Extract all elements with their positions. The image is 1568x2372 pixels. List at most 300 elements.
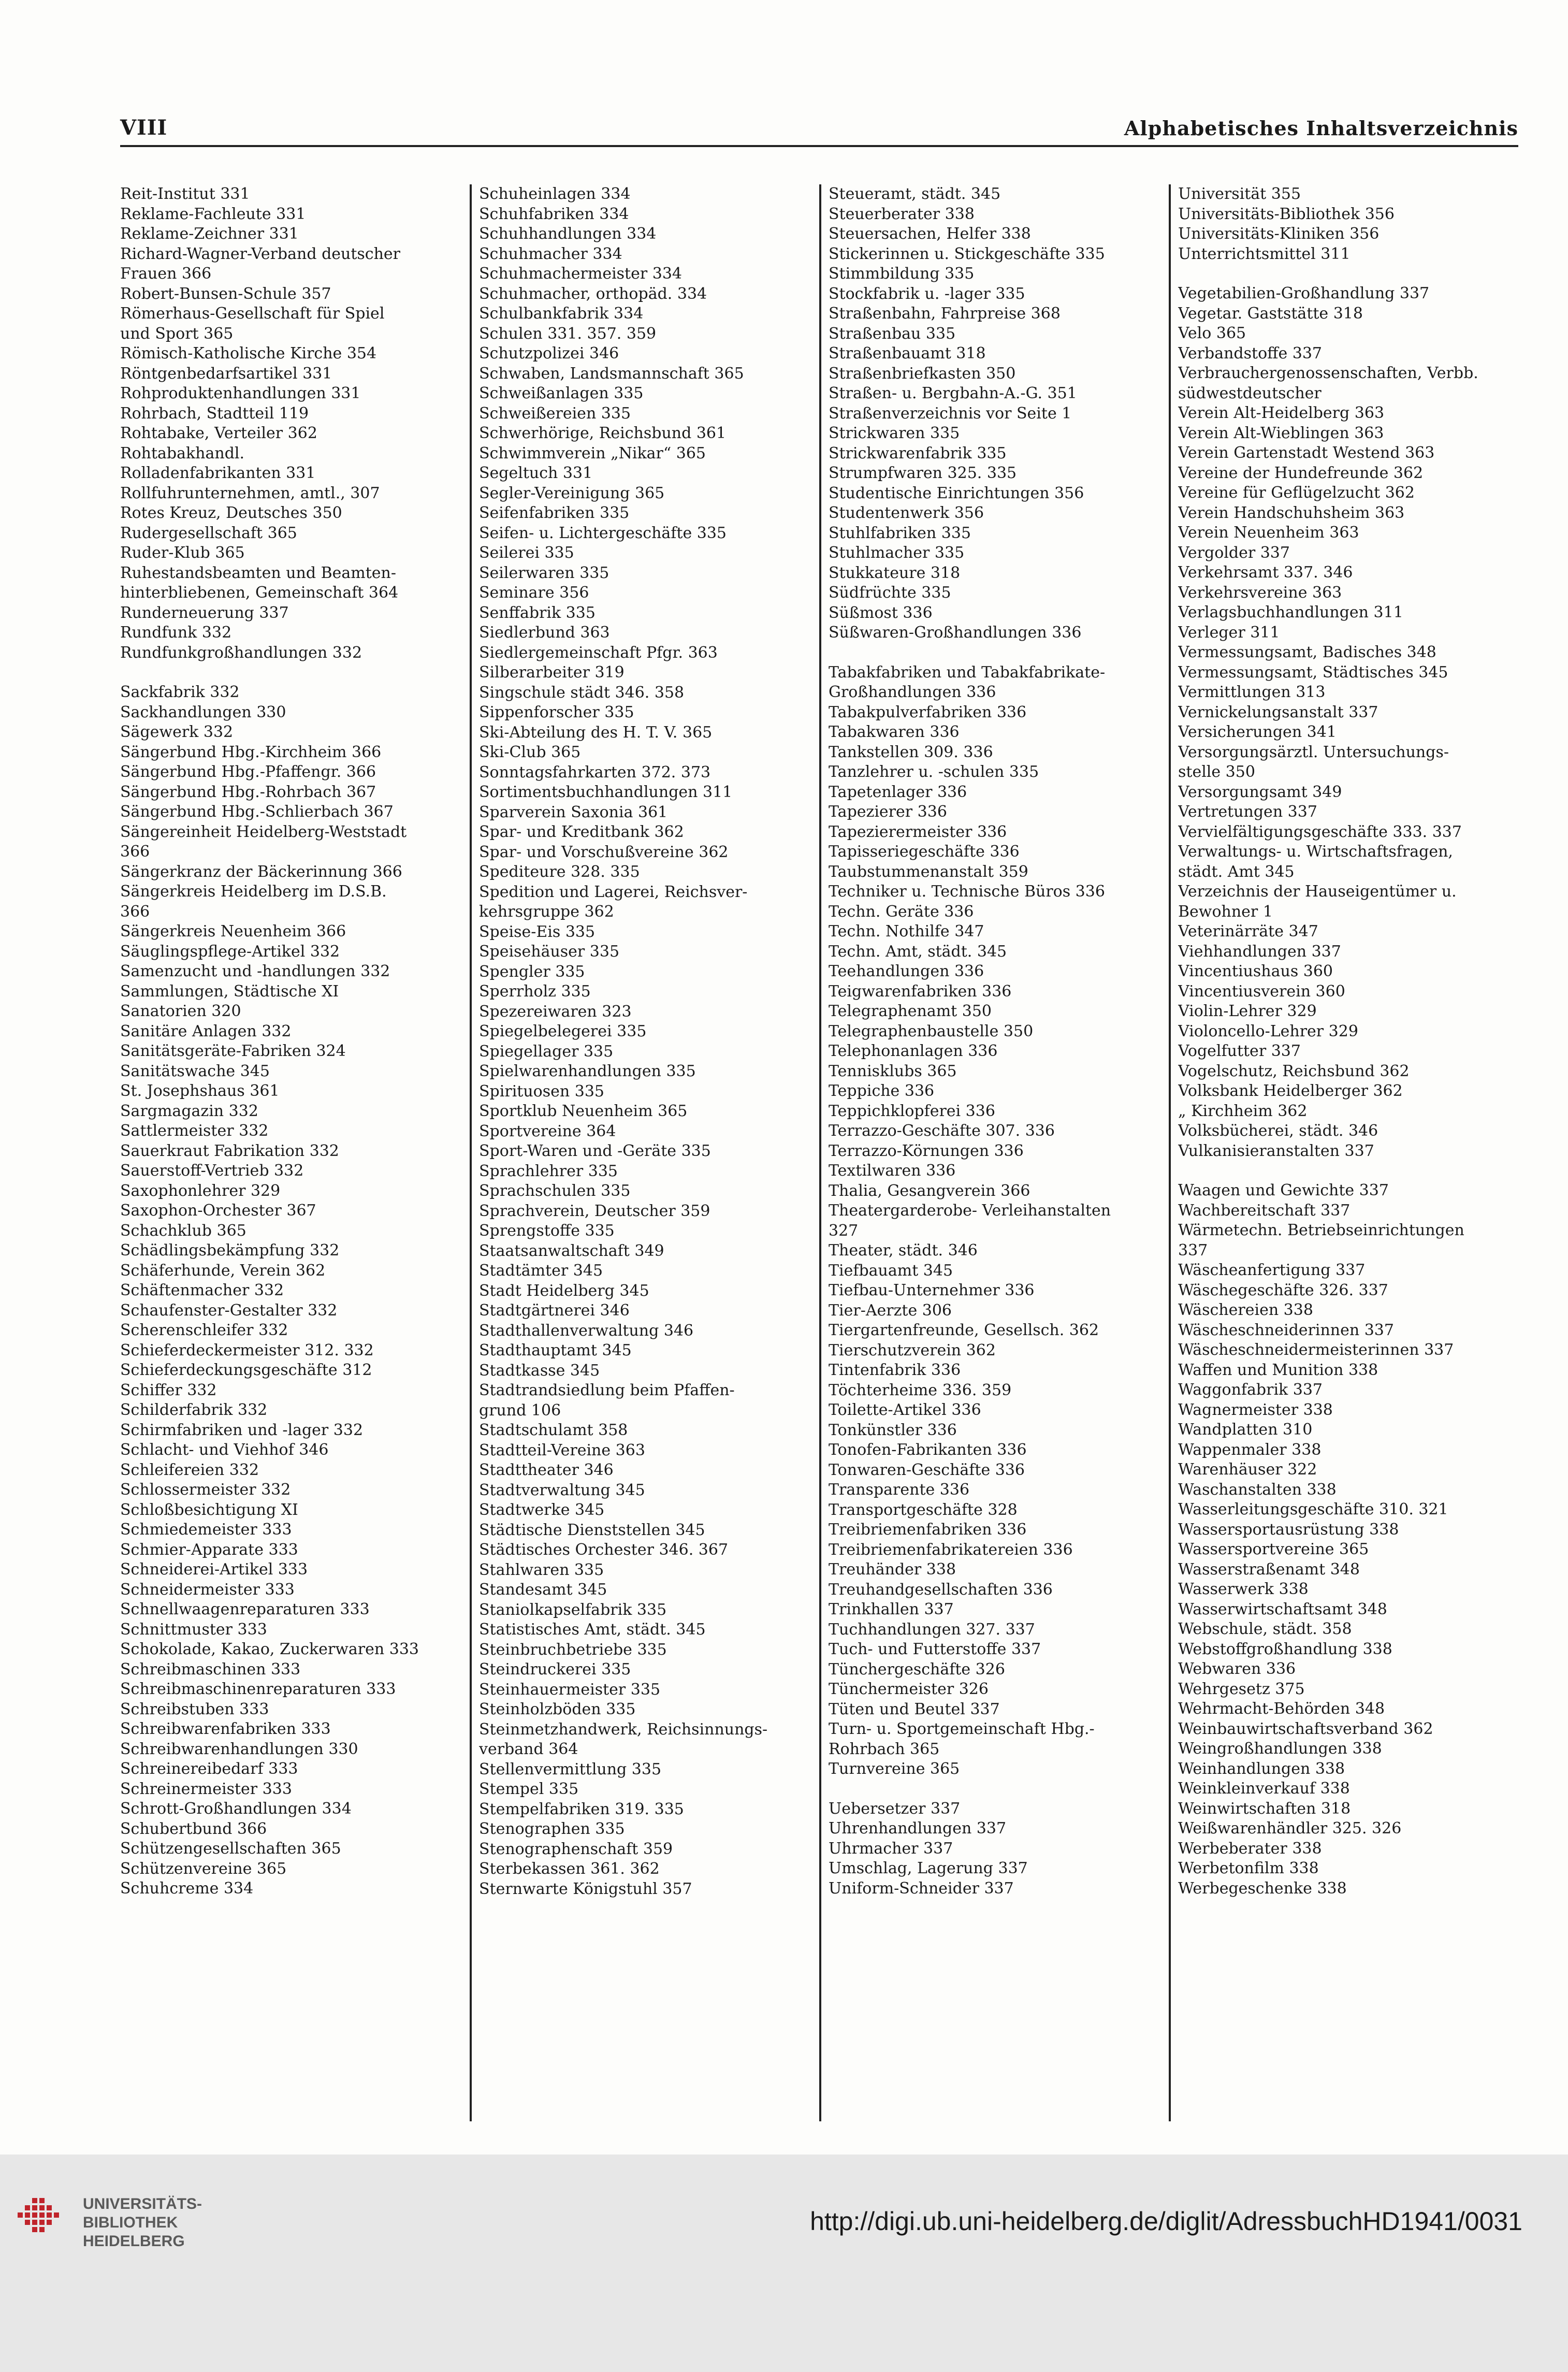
index-entry: Siedlerbund 363 bbox=[479, 624, 610, 642]
index-entry: Wäschegeschäfte 326. 337 bbox=[1178, 1281, 1388, 1299]
library-name-line-2: BIBLIOTHEK bbox=[83, 2214, 178, 2231]
index-entry: Seifen- u. Lichtergeschäfte 335 bbox=[479, 524, 727, 542]
index-entry: Schnittmuster 333 bbox=[120, 1620, 267, 1639]
index-entry: Schiffer 332 bbox=[120, 1381, 217, 1399]
index-entry: Spengler 335 bbox=[479, 962, 585, 981]
index-entry: Wasserstraßenamt 348 bbox=[1178, 1560, 1360, 1579]
index-entry: Schuhfabriken 334 bbox=[479, 205, 629, 223]
index-entry: Volksbank Heidelberger 362 bbox=[1178, 1082, 1403, 1100]
index-entry: Weinwirtschaften 318 bbox=[1178, 1799, 1351, 1818]
index-entry: Stadthallenverwaltung 346 bbox=[479, 1321, 694, 1340]
index-entry: Teigwarenfabriken 336 bbox=[829, 982, 1012, 1001]
index-entry: 366 bbox=[120, 843, 150, 861]
section-gap bbox=[1178, 264, 1511, 284]
index-entry: Sängerbund Hbg.-Rohrbach 367 bbox=[120, 783, 376, 801]
index-entry: Stadtteil-Vereine 363 bbox=[479, 1441, 645, 1459]
index-entry: Schuhmacher 334 bbox=[479, 244, 622, 263]
index-entry: Verzeichnis der Hauseigentümer u. bbox=[1178, 883, 1457, 901]
index-entry: Thalia, Gesangverein 366 bbox=[829, 1181, 1030, 1200]
index-entry: Sonntagsfahrkarten 372. 373 bbox=[479, 763, 711, 782]
index-entry: Sport-Waren und -Geräte 335 bbox=[479, 1142, 711, 1160]
index-entry: Schuhmacher, orthopäd. 334 bbox=[479, 284, 707, 303]
index-entry: Schmiedemeister 333 bbox=[120, 1521, 292, 1539]
index-entry: Weinkleinverkauf 338 bbox=[1178, 1780, 1350, 1798]
index-entry: Robert-Bunsen-Schule 357 bbox=[120, 284, 331, 303]
index-entry: Sportvereine 364 bbox=[479, 1122, 616, 1140]
index-entry: Straßen- u. Bergbahn-A.-G. 351 bbox=[829, 384, 1077, 402]
index-entry: Stadtschulamt 358 bbox=[479, 1421, 628, 1439]
index-entry: Verein Alt-Wieblingen 363 bbox=[1178, 424, 1384, 442]
index-entry: Schneiderei-Artikel 333 bbox=[120, 1560, 308, 1579]
section-gap bbox=[120, 663, 462, 683]
index-entry: Standesamt 345 bbox=[479, 1581, 607, 1599]
index-entry: Wandplatten 310 bbox=[1178, 1421, 1313, 1439]
index-entry: Waschanstalten 338 bbox=[1178, 1480, 1337, 1499]
index-entry: Wäscheanfertigung 337 bbox=[1178, 1261, 1366, 1279]
index-entry: Schweißereien 335 bbox=[479, 404, 631, 423]
index-entry: Sängerkreis Neuenheim 366 bbox=[120, 922, 346, 941]
index-entry: Techn. Amt, städt. 345 bbox=[829, 942, 1007, 961]
index-entry: Transparente 336 bbox=[829, 1481, 970, 1499]
index-entry: Treuhänder 338 bbox=[829, 1560, 956, 1579]
index-entry: Theatergarderobe- Verleihanstalten bbox=[829, 1202, 1111, 1220]
index-entry: Speisehäuser 335 bbox=[479, 943, 620, 961]
index-entry: Vermittlungen 313 bbox=[1178, 683, 1326, 701]
index-entry: Senffabrik 335 bbox=[479, 603, 596, 622]
index-entry: Versicherungen 341 bbox=[1178, 723, 1337, 741]
index-entry: Tiergartenfreunde, Gesellsch. 362 bbox=[829, 1321, 1099, 1339]
section-gap bbox=[829, 643, 1162, 663]
index-entry: Reklame-Zeichner 331 bbox=[120, 225, 299, 243]
index-entry: 366 bbox=[120, 902, 150, 921]
index-entry: Uniform-Schneider 337 bbox=[829, 1879, 1014, 1898]
index-entry: Schädlingsbekämpfung 332 bbox=[120, 1241, 340, 1260]
index-entry: Vergolder 337 bbox=[1178, 543, 1290, 562]
index-entry: Tünchermeister 326 bbox=[829, 1680, 989, 1698]
index-entry: Sauerstoff-Vertrieb 332 bbox=[120, 1162, 304, 1180]
index-entry: Toilette-Artikel 336 bbox=[829, 1401, 981, 1419]
index-entry: Vertretungen 337 bbox=[1178, 803, 1317, 821]
index-entry: Turnvereine 365 bbox=[829, 1760, 960, 1778]
index-entry: Vegetar. Gaststätte 318 bbox=[1178, 304, 1363, 323]
index-entry: südwestdeutscher bbox=[1178, 384, 1322, 402]
index-entry: Verein Handschuhsheim 363 bbox=[1178, 503, 1405, 522]
index-entry: Rudergesellschaft 365 bbox=[120, 524, 297, 542]
index-entry: Verlagsbuchhandlungen 311 bbox=[1178, 603, 1403, 621]
index-entry: Schlacht- und Viehhof 346 bbox=[120, 1441, 329, 1459]
index-entry: Schnellwaagenreparaturen 333 bbox=[120, 1600, 370, 1618]
index-entry: Schokolade, Kakao, Zuckerwaren 333 bbox=[120, 1640, 419, 1658]
index-entry: Schleifereien 332 bbox=[120, 1460, 259, 1479]
index-entry: Stuhlfabriken 335 bbox=[829, 524, 971, 542]
index-entry: Sängerbund Hbg.-Pfaffengr. 366 bbox=[120, 763, 376, 781]
index-entry: Terrazzo-Körnungen 336 bbox=[829, 1141, 1024, 1160]
index-entry: Schloßbesichtigung XI bbox=[120, 1500, 298, 1519]
index-entry: Teppiche 336 bbox=[829, 1082, 935, 1100]
index-entry: Rollfuhrunternehmen, amtl., 307 bbox=[120, 484, 380, 502]
index-entry: Techn. Geräte 336 bbox=[829, 902, 974, 921]
index-entry: Segler-Vereinigung 365 bbox=[479, 484, 665, 502]
index-entry: Schuhhandlungen 334 bbox=[479, 225, 657, 243]
index-entry: Umschlag, Lagerung 337 bbox=[829, 1859, 1028, 1877]
index-entry: Scherenschleifer 332 bbox=[120, 1321, 288, 1339]
index-entry: Sortimentsbuchhandlungen 311 bbox=[479, 783, 733, 801]
index-entry: Stadtverwaltung 345 bbox=[479, 1481, 645, 1499]
index-entry: Versorgungsärztl. Untersuchungs- bbox=[1178, 743, 1449, 761]
index-entry: Verkehrsvereine 363 bbox=[1178, 583, 1342, 602]
index-entry: Spirituosen 335 bbox=[479, 1082, 604, 1101]
index-entry: Schreibwarenhandlungen 330 bbox=[120, 1740, 358, 1758]
index-entry: Weingroßhandlungen 338 bbox=[1178, 1740, 1382, 1758]
index-entry: Wagnermeister 338 bbox=[1178, 1400, 1333, 1419]
index-entry: Schreinermeister 333 bbox=[120, 1780, 292, 1798]
index-entry: Sattlermeister 332 bbox=[120, 1122, 269, 1140]
index-entry: Stadthauptamt 345 bbox=[479, 1341, 632, 1359]
index-entry: Seifenfabriken 335 bbox=[479, 504, 630, 522]
index-entry: Sängerkreis Heidelberg im D.S.B. bbox=[120, 883, 387, 901]
index-entry: verband 364 bbox=[479, 1740, 578, 1758]
index-entry: Sanatorien 320 bbox=[120, 1002, 241, 1020]
index-entry: Säuglingspflege-Artikel 332 bbox=[120, 942, 340, 961]
index-entry: Schwerhörige, Reichsbund 361 bbox=[479, 424, 727, 442]
index-entry: Weißwarenhändler 325. 326 bbox=[1178, 1819, 1402, 1838]
index-entry: Steinholzböden 335 bbox=[479, 1700, 636, 1718]
index-entry: Waagen und Gewichte 337 bbox=[1178, 1181, 1389, 1199]
index-entry: Großhandlungen 336 bbox=[829, 683, 996, 701]
index-entry: Transportgeschäfte 328 bbox=[829, 1500, 1018, 1519]
index-entry: St. Josephshaus 361 bbox=[120, 1082, 280, 1100]
index-entry: Verein Neuenheim 363 bbox=[1178, 524, 1359, 542]
index-entry: Weinbauwirtschaftsverband 362 bbox=[1178, 1719, 1433, 1738]
index-entry: Sanitätswache 345 bbox=[120, 1062, 270, 1080]
index-entry: Werbeberater 338 bbox=[1178, 1839, 1322, 1858]
index-entry: Richard-Wagner-Verband deutscher bbox=[120, 244, 401, 263]
index-entry: Stadt Heidelberg 345 bbox=[479, 1281, 649, 1300]
index-entry: Tüten und Beutel 337 bbox=[829, 1700, 1000, 1718]
index-entry: Schreibstuben 333 bbox=[120, 1700, 269, 1718]
index-entry: Stadtwerke 345 bbox=[479, 1501, 605, 1519]
index-entry: Schäferhunde, Verein 362 bbox=[120, 1261, 326, 1280]
index-entry: Uebersetzer 337 bbox=[829, 1799, 961, 1818]
index-entry: Stimmbildung 335 bbox=[829, 265, 975, 283]
index-entry: Wasserwirtschaftsamt 348 bbox=[1178, 1600, 1387, 1618]
index-entry: Sanitätsgeräte-Fabriken 324 bbox=[120, 1042, 346, 1060]
index-entry: Samenzucht und -handlungen 332 bbox=[120, 962, 390, 980]
index-entry: Reit-Institut 331 bbox=[120, 185, 250, 203]
index-entry: Verein Alt-Heidelberg 363 bbox=[1178, 404, 1385, 422]
index-entry: Webstoffgroßhandlung 338 bbox=[1178, 1640, 1392, 1658]
index-entry: Tonkünstler 336 bbox=[829, 1421, 957, 1439]
index-entry: Verein Gartenstadt Westend 363 bbox=[1178, 444, 1435, 462]
index-entry: Südfrüchte 335 bbox=[829, 584, 951, 602]
index-entry: Universität 355 bbox=[1178, 185, 1301, 203]
index-entry: Sperrholz 335 bbox=[479, 982, 591, 1001]
index-entry: Vincentiusverein 360 bbox=[1178, 982, 1345, 1001]
library-name-line-1: UNIVERSITÄTS- bbox=[83, 2195, 202, 2212]
source-url-link[interactable]: http://digi.ub.uni-heidelberg.de/diglit/AdressbuchHD1941/0031 bbox=[810, 2207, 1522, 2236]
index-entry: Sängerbund Hbg.-Schlierbach 367 bbox=[120, 803, 394, 821]
index-entry: Werbetonfilm 338 bbox=[1178, 1859, 1319, 1877]
index-entry: Rolladenfabrikanten 331 bbox=[120, 464, 316, 482]
section-gap bbox=[829, 1780, 1162, 1799]
index-entry: Stadtrandsiedlung beim Pfaffen- bbox=[479, 1381, 735, 1399]
index-entry: Stadtkasse 345 bbox=[479, 1361, 600, 1380]
index-entry: Treuhandgesellschaften 336 bbox=[829, 1580, 1053, 1599]
index-entry: Uhrenhandlungen 337 bbox=[829, 1819, 1007, 1838]
index-entry: Tanzlehrer u. -schulen 335 bbox=[829, 763, 1039, 781]
index-entry: Rundfunkgroßhandlungen 332 bbox=[120, 643, 362, 662]
index-entry: Universitäts-Kliniken 356 bbox=[1178, 225, 1380, 243]
index-entry: Treibriemenfabriken 336 bbox=[829, 1521, 1027, 1539]
index-entry: Tier-Aerzte 306 bbox=[829, 1301, 952, 1320]
index-entry: Wappenmaler 338 bbox=[1178, 1440, 1322, 1459]
index-entry: Wäscheschneidermeisterinnen 337 bbox=[1178, 1341, 1454, 1359]
index-entry: Verleger 311 bbox=[1178, 623, 1280, 642]
index-entry: Sauerkraut Fabrikation 332 bbox=[120, 1141, 339, 1160]
index-entry: Warenhäuser 322 bbox=[1178, 1460, 1317, 1479]
index-entry: Schäftenmacher 332 bbox=[120, 1281, 284, 1299]
index-entry: Rohrbach, Stadtteil 119 bbox=[120, 404, 309, 423]
index-entry: Techniker u. Technische Büros 336 bbox=[829, 883, 1105, 901]
index-entry: Verwaltungs- u. Wirtschaftsfragen, bbox=[1178, 843, 1453, 861]
index-entry: Tierschutzverein 362 bbox=[829, 1341, 996, 1359]
index-entry: Studentische Einrichtungen 356 bbox=[829, 484, 1084, 502]
index-entry: Tabakpulverfabriken 336 bbox=[829, 703, 1027, 721]
index-entry: Saxophon-Orchester 367 bbox=[120, 1202, 316, 1220]
index-entry: Schieferdeckermeister 312. 332 bbox=[120, 1341, 374, 1359]
index-entry: Sargmagazin 332 bbox=[120, 1102, 258, 1120]
index-entry: Runderneuerung 337 bbox=[120, 603, 289, 622]
index-entry: Studentenwerk 356 bbox=[829, 504, 984, 522]
index-entry: Stenographenschaft 359 bbox=[479, 1840, 673, 1858]
index-entry: Röntgenbedarfsartikel 331 bbox=[120, 364, 332, 383]
index-entry: Spar- und Kreditbank 362 bbox=[479, 823, 684, 841]
index-entry: Schmier-Apparate 333 bbox=[120, 1540, 298, 1559]
index-entry: Vereine für Geflügelzucht 362 bbox=[1178, 484, 1415, 502]
index-entry: Schieferdeckungsgeschäfte 312 bbox=[120, 1361, 372, 1379]
index-entry: Schreibmaschinenreparaturen 333 bbox=[120, 1680, 396, 1698]
index-entry: Schweißanlagen 335 bbox=[479, 384, 644, 402]
index-entry: Stadtämter 345 bbox=[479, 1262, 603, 1280]
index-entry: Tintenfabrik 336 bbox=[829, 1361, 961, 1379]
index-column-4 bbox=[1169, 184, 1518, 2121]
index-entry: Wassersportausrüstung 338 bbox=[1178, 1520, 1399, 1539]
index-entry: Speise-Eis 335 bbox=[479, 922, 596, 941]
index-entry: Wachbereitschaft 337 bbox=[1178, 1201, 1351, 1220]
index-entry: Segeltuch 331 bbox=[479, 464, 593, 482]
index-columns bbox=[120, 184, 1518, 2121]
index-entry: Stadtgärtnerei 346 bbox=[479, 1301, 630, 1320]
index-entry: Singschule städt 346. 358 bbox=[479, 683, 685, 702]
index-entry: Stempelfabriken 319. 335 bbox=[479, 1800, 684, 1818]
index-entry: Saxophonlehrer 329 bbox=[120, 1181, 281, 1200]
index-entry: Webwaren 336 bbox=[1178, 1660, 1296, 1678]
index-entry: Spielwarenhandlungen 335 bbox=[479, 1062, 696, 1080]
index-entry: Süßwaren-Großhandlungen 336 bbox=[829, 624, 1082, 642]
index-entry: Straßenbau 335 bbox=[829, 324, 956, 343]
index-entry: Straßenbahn, Fahrpreise 368 bbox=[829, 305, 1061, 323]
index-entry: Taubstummenanstalt 359 bbox=[829, 862, 1028, 881]
index-entry: Siedlergemeinschaft Pfgr. 363 bbox=[479, 643, 718, 662]
index-entry: Seilerwaren 335 bbox=[479, 563, 609, 582]
index-entry: Seilerei 335 bbox=[479, 544, 574, 562]
index-entry: Treibriemenfabrikatereien 336 bbox=[829, 1540, 1073, 1559]
index-entry: Strumpfwaren 325. 335 bbox=[829, 464, 1017, 482]
index-entry: Sammlungen, Städtische XI bbox=[120, 982, 339, 1001]
index-entry: Stempel 335 bbox=[479, 1780, 579, 1798]
index-entry: Weinhandlungen 338 bbox=[1178, 1759, 1345, 1778]
index-entry: Sprachverein, Deutscher 359 bbox=[479, 1202, 710, 1220]
index-entry: Wasserwerk 338 bbox=[1178, 1580, 1309, 1598]
index-entry: Velo 365 bbox=[1178, 324, 1246, 342]
index-entry: Vermessungsamt, Badisches 348 bbox=[1178, 643, 1436, 661]
index-entry: Vernickelungsanstalt 337 bbox=[1178, 703, 1378, 721]
index-entry: Wärmetechn. Betriebseinrichtungen bbox=[1178, 1221, 1464, 1239]
index-entry: Vegetabilien-Großhandlung 337 bbox=[1178, 284, 1430, 302]
index-entry: Terrazzo-Geschäfte 307. 336 bbox=[829, 1122, 1055, 1140]
library-name-line-3: HEIDELBERG bbox=[83, 2233, 185, 2250]
index-entry: Tapetenlager 336 bbox=[829, 783, 967, 801]
index-column-2 bbox=[470, 184, 819, 2121]
index-entry: Städtisches Orchester 346. 367 bbox=[479, 1541, 729, 1559]
index-entry: Sängereinheit Heidelberg-Weststadt bbox=[120, 822, 407, 841]
ub-heidelberg-logo-icon bbox=[11, 2196, 68, 2253]
index-entry: Frauen 366 bbox=[120, 265, 212, 283]
index-entry: Schuhcreme 334 bbox=[120, 1879, 254, 1898]
index-entry: Schilderfabrik 332 bbox=[120, 1401, 268, 1419]
index-entry: Schrott-Großhandlungen 334 bbox=[120, 1800, 352, 1818]
index-entry: Steinhauermeister 335 bbox=[479, 1680, 661, 1699]
index-entry: Seminare 356 bbox=[479, 584, 589, 602]
index-entry: Universitäts-Bibliothek 356 bbox=[1178, 205, 1395, 223]
index-entry: Tiefbau-Unternehmer 336 bbox=[829, 1281, 1035, 1299]
index-entry: Uhrmacher 337 bbox=[829, 1839, 953, 1858]
index-entry: Stenographen 335 bbox=[479, 1820, 625, 1838]
index-entry: Tapezierermeister 336 bbox=[829, 822, 1007, 841]
index-entry: Tankstellen 309. 336 bbox=[829, 743, 993, 761]
index-entry: Techn. Nothilfe 347 bbox=[829, 922, 984, 941]
index-entry: Spiegellager 335 bbox=[479, 1042, 614, 1061]
index-entry: „ Kirchheim 362 bbox=[1178, 1102, 1308, 1120]
page-header bbox=[120, 109, 1518, 147]
index-entry: Töchterheime 336. 359 bbox=[829, 1381, 1012, 1399]
index-entry: Vereine der Hundefreunde 362 bbox=[1178, 464, 1424, 482]
index-entry: Schreinereibedarf 333 bbox=[120, 1760, 298, 1778]
index-entry: städt. Amt 345 bbox=[1178, 862, 1295, 881]
index-entry: Schlossermeister 332 bbox=[120, 1481, 291, 1499]
index-entry: Steinbruchbetriebe 335 bbox=[479, 1640, 667, 1659]
index-entry: Ruhestandsbeamten und Beamten- bbox=[120, 563, 396, 582]
index-entry: grund 106 bbox=[479, 1401, 561, 1420]
index-entry: Wehrgesetz 375 bbox=[1178, 1680, 1305, 1698]
index-entry: Schützenvereine 365 bbox=[120, 1859, 287, 1878]
index-entry: 337 bbox=[1178, 1241, 1208, 1260]
index-entry: Tapisseriegeschäfte 336 bbox=[829, 843, 1020, 861]
library-name bbox=[83, 2195, 202, 2251]
index-entry: Staatsanwaltschaft 349 bbox=[479, 1241, 664, 1260]
index-entry: Trinkhallen 337 bbox=[829, 1600, 954, 1618]
index-entry: Sängerkranz der Bäckerinnung 366 bbox=[120, 862, 402, 881]
index-entry: Städtische Dienststellen 345 bbox=[479, 1521, 705, 1539]
index-entry: Spezereiwaren 323 bbox=[479, 1002, 632, 1021]
index-entry: Strickwaren 335 bbox=[829, 424, 960, 442]
index-entry: Statistisches Amt, städt. 345 bbox=[479, 1621, 706, 1639]
index-entry: Wasserleitungsgeschäfte 310. 321 bbox=[1178, 1500, 1448, 1518]
index-entry: Schulen 331. 357. 359 bbox=[479, 324, 657, 343]
index-entry: Viehhandlungen 337 bbox=[1178, 942, 1341, 961]
index-entry: Theater, städt. 346 bbox=[829, 1241, 978, 1260]
index-entry: Verkehrsamt 337. 346 bbox=[1178, 563, 1353, 582]
index-entry: Stockfabrik u. -lager 335 bbox=[829, 284, 1025, 303]
index-entry: Sprengstoffe 335 bbox=[479, 1222, 615, 1240]
page-title: Alphabetisches Inhaltsverzeichnis bbox=[1124, 117, 1518, 140]
index-entry: Sparverein Saxonia 361 bbox=[479, 803, 668, 821]
index-entry: Spediteure 328. 335 bbox=[479, 863, 640, 881]
index-entry: Wäscheschneiderinnen 337 bbox=[1178, 1321, 1394, 1339]
index-entry: Tabakwaren 336 bbox=[829, 723, 960, 741]
index-entry: Steindruckerei 335 bbox=[479, 1660, 631, 1679]
index-entry: Strickwarenfabrik 335 bbox=[829, 444, 1007, 462]
index-entry: 327 bbox=[829, 1221, 859, 1240]
index-entry: Schützengesellschaften 365 bbox=[120, 1840, 341, 1858]
index-entry: Schwaben, Landsmannschaft 365 bbox=[479, 364, 744, 383]
index-entry: Sägewerk 332 bbox=[120, 723, 234, 741]
index-entry: Schulbankfabrik 334 bbox=[479, 305, 644, 323]
index-entry: Tonwaren-Geschäfte 336 bbox=[829, 1460, 1025, 1479]
index-entry: Ruder-Klub 365 bbox=[120, 544, 245, 562]
index-entry: Tonofen-Fabrikanten 336 bbox=[829, 1441, 1027, 1459]
index-entry: Steuersachen, Helfer 338 bbox=[829, 225, 1031, 243]
index-entry: Tapezierer 336 bbox=[829, 803, 947, 821]
index-entry: Schreibwarenfabriken 333 bbox=[120, 1720, 331, 1738]
index-entry: Rohproduktenhandlungen 331 bbox=[120, 384, 361, 402]
index-entry: Rohtabakhandl. bbox=[120, 444, 245, 462]
index-entry: Schneidermeister 333 bbox=[120, 1580, 295, 1599]
index-entry: Telegraphenamt 350 bbox=[829, 1002, 992, 1020]
index-entry: Stickerinnen u. Stickgeschäfte 335 bbox=[829, 244, 1105, 263]
index-entry: Vulkanisieranstalten 337 bbox=[1178, 1141, 1374, 1160]
index-entry: Bewohner 1 bbox=[1178, 902, 1273, 921]
index-entry: Rundfunk 332 bbox=[120, 624, 232, 642]
index-entry: Rohtabake, Verteiler 362 bbox=[120, 424, 317, 442]
index-entry: Spedition und Lagerei, Reichsver- bbox=[479, 883, 748, 901]
index-entry: Spiegelbelegerei 335 bbox=[479, 1022, 647, 1040]
index-entry: kehrsgruppe 362 bbox=[479, 903, 614, 921]
index-entry: Schachklub 365 bbox=[120, 1221, 246, 1240]
index-entry: Violin-Lehrer 329 bbox=[1178, 1002, 1317, 1020]
index-entry: Römisch-Katholische Kirche 354 bbox=[120, 344, 377, 363]
index-entry: Steueramt, städt. 345 bbox=[829, 185, 1001, 203]
index-entry: Sängerbund Hbg.-Kirchheim 366 bbox=[120, 743, 382, 761]
index-entry: und Sport 365 bbox=[120, 324, 234, 343]
index-entry: Spar- und Vorschußvereine 362 bbox=[479, 843, 729, 861]
index-entry: Reklame-Fachleute 331 bbox=[120, 205, 306, 223]
index-entry: Verbrauchergenossenschaften, Verbb. bbox=[1178, 364, 1478, 382]
index-entry: Staniolkapselfabrik 335 bbox=[479, 1600, 667, 1619]
index-entry: Rohrbach 365 bbox=[829, 1740, 940, 1758]
index-entry: Schutzpolizei 346 bbox=[479, 344, 619, 363]
index-entry: Süßmost 336 bbox=[829, 603, 933, 622]
index-entry: Silberarbeiter 319 bbox=[479, 663, 625, 682]
index-entry: Schirmfabriken und -lager 332 bbox=[120, 1421, 364, 1439]
index-entry: Ski-Abteilung des H. T. V. 365 bbox=[479, 723, 713, 742]
index-entry: Tünchergeschäfte 326 bbox=[829, 1660, 1005, 1679]
index-entry: Straßenbauamt 318 bbox=[829, 344, 986, 363]
index-entry: Teehandlungen 336 bbox=[829, 962, 984, 980]
index-entry: Vervielfältigungsgeschäfte 333. 337 bbox=[1178, 822, 1462, 841]
index-entry: Wehrmacht-Behörden 348 bbox=[1178, 1700, 1385, 1718]
index-entry: Telephonanlagen 336 bbox=[829, 1042, 998, 1060]
